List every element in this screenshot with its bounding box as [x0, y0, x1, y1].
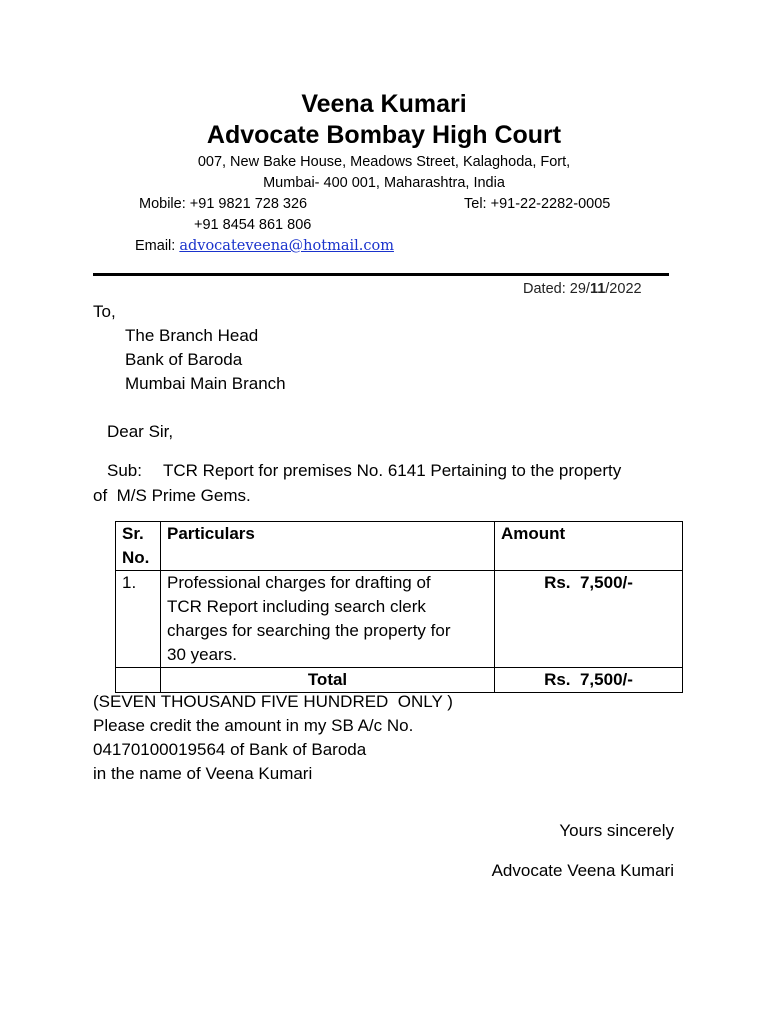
- table-total-row: [116, 668, 683, 693]
- row-sr: 1.: [116, 571, 161, 668]
- subject-line-1: TCR Report for premises No. 6141 Pertaining to the property: [163, 461, 622, 480]
- header-sr-no: Sr. No.: [116, 522, 161, 571]
- letterhead-divider: [93, 273, 669, 276]
- subject-line-2: of M/S Prime Gems.: [93, 486, 251, 505]
- email-link[interactable]: advocateveena@hotmail.com: [179, 238, 394, 254]
- row-amount: Rs. 7,500/-: [495, 571, 683, 668]
- date-label: Dated:: [523, 281, 566, 297]
- credit-line-2: 04170100019564 of Bank of Baroda: [93, 740, 367, 759]
- subject-label: Sub:: [107, 461, 142, 480]
- signature-name: Advocate Veena Kumari: [491, 861, 674, 880]
- table-row: [116, 571, 683, 668]
- sign-off: Yours sincerely: [559, 821, 674, 840]
- row-particulars: Professional charges for drafting of TCR Report including search clerk charges for searching the property for 30 years.: [161, 571, 495, 668]
- salutation: Dear Sir,: [107, 422, 174, 441]
- tel-number: +91-22-2282-0005: [490, 196, 611, 212]
- email-contact: [135, 238, 394, 254]
- letter-date: [523, 281, 642, 297]
- mobile-contact: [139, 196, 307, 212]
- recipient-line-1: The Branch Head: [125, 326, 259, 345]
- date-value: 29/11/2022: [569, 281, 642, 297]
- recipient-line-3: Mumbai Main Branch: [125, 374, 286, 393]
- credit-line-3: in the name of Veena Kumari: [93, 764, 313, 783]
- header-amount: Amount: [495, 522, 683, 571]
- header-particulars: Particulars: [161, 522, 495, 571]
- advocate-title: Advocate Bombay High Court: [206, 121, 562, 149]
- mobile-number-2: +91 8454 861 806: [194, 217, 312, 233]
- total-amount: Rs. 7,500/-: [495, 668, 683, 693]
- tel-contact: [464, 196, 610, 212]
- charges-table: [115, 521, 683, 693]
- address-line-1: 007, New Bake House, Meadows Street, Kalaghoda, Fort,: [197, 154, 571, 170]
- email-label: Email:: [135, 238, 176, 254]
- address-line-2: Mumbai- 400 001, Maharashtra, India: [263, 175, 505, 191]
- advocate-name: Veena Kumari: [301, 90, 467, 118]
- recipient-to: To,: [93, 302, 116, 321]
- amount-in-words: (SEVEN THOUSAND FIVE HUNDRED ONLY ): [93, 692, 453, 711]
- credit-line-1: Please credit the amount in my SB A/c No.: [93, 716, 414, 735]
- table-header-row: [116, 522, 683, 571]
- mobile-number-1: +91 9821 728 326: [189, 196, 308, 212]
- tel-label: Tel:: [464, 196, 487, 212]
- total-label: Total: [161, 668, 495, 693]
- recipient-line-2: Bank of Baroda: [125, 350, 243, 369]
- total-empty-cell: [116, 668, 161, 693]
- mobile-label: Mobile:: [139, 196, 186, 212]
